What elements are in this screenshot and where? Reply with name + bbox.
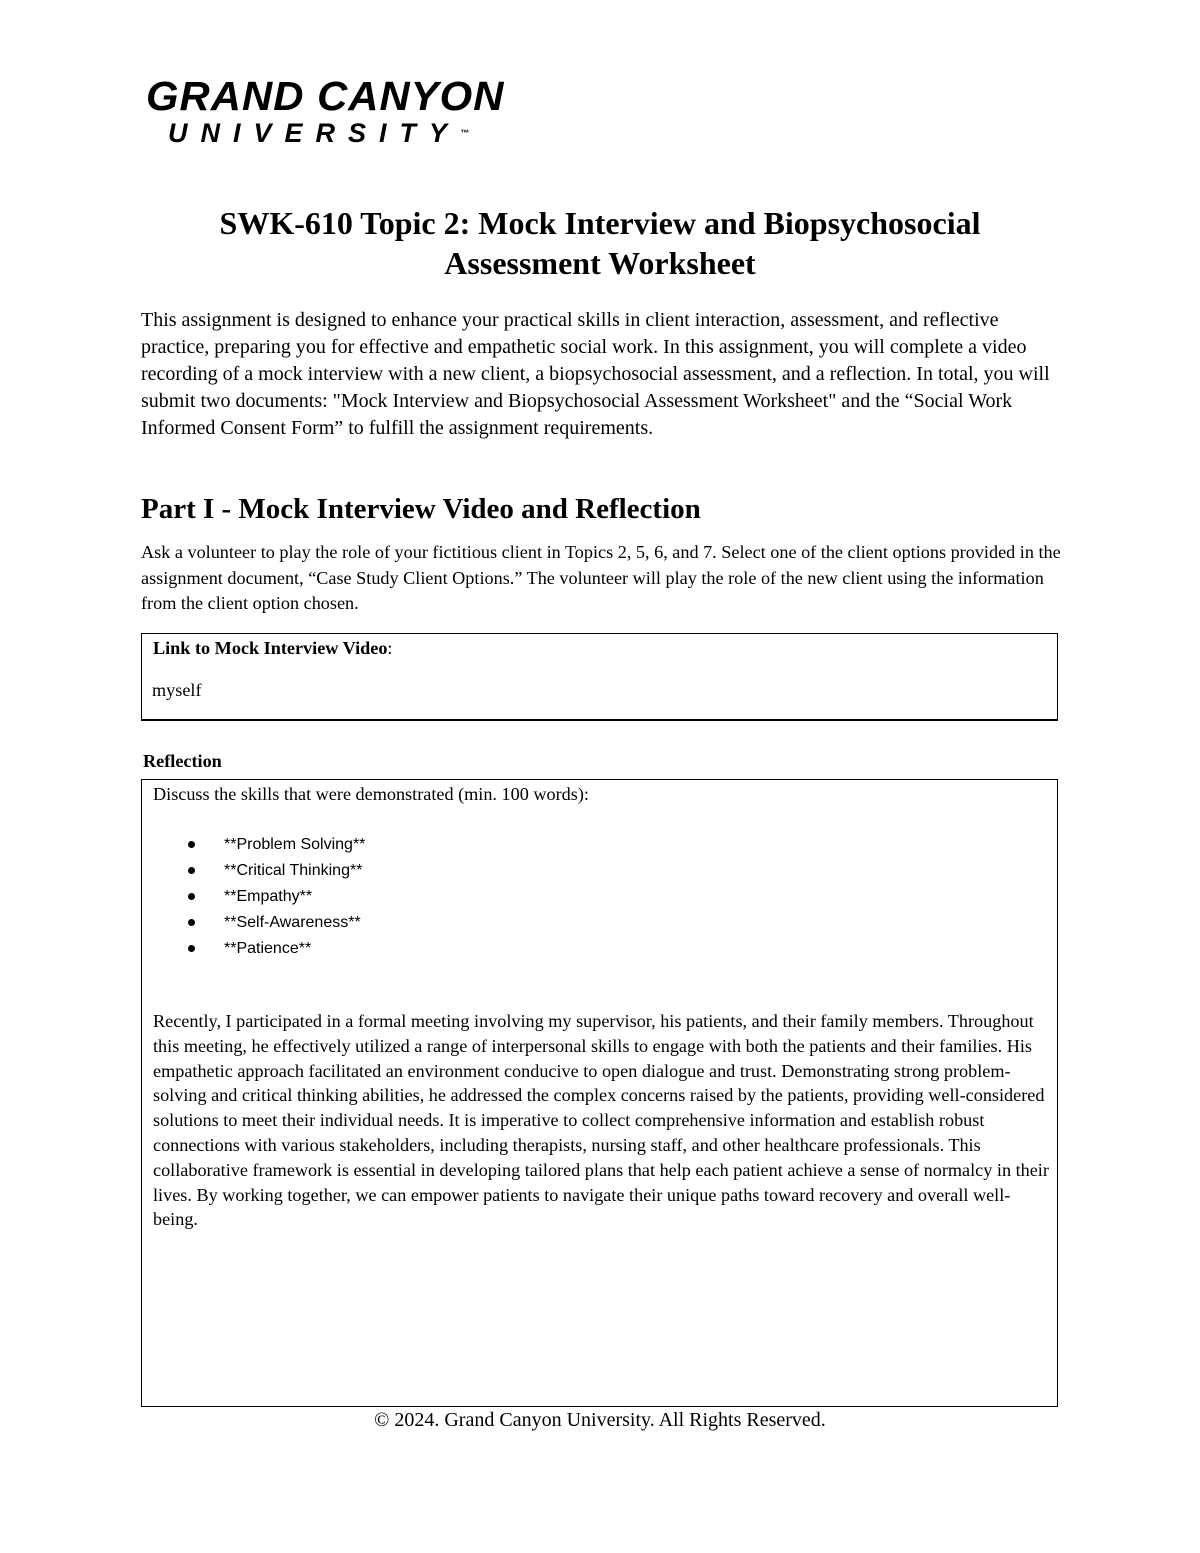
- video-link-label: [153, 638, 392, 659]
- bullet-icon: [188, 893, 195, 900]
- list-item: [182, 832, 365, 858]
- logo-wordmark-line1: GRAND CANYON: [146, 73, 505, 119]
- list-item: [182, 884, 365, 910]
- list-item: [182, 858, 365, 884]
- list-item: [182, 910, 365, 936]
- skill-label: **Critical Thinking**: [224, 862, 363, 879]
- skill-label: **Empathy**: [224, 888, 313, 905]
- intro-paragraph: This assignment is designed to enhance your practical skills in client interaction, assessment, and reflective practice, preparing you for effective and empathetic social work. In this assignment, you will complete a video recording of a mock interview with a new client, a biopsychosocial assessment, and a reflection. In total, you will submit two documents: "Mock Interview and Biopsychosocial Assessment Worksheet" and the “Social Work Informed Consent Form” to fulfill the assignment requirements.: [141, 309, 1050, 439]
- university-logo: [146, 73, 505, 148]
- skill-label: **Patience**: [224, 940, 312, 957]
- skill-label: **Problem Solving**: [224, 836, 366, 853]
- part-1-instructions: Ask a volunteer to play the role of your fictitious client in Topics 2, 5, 6, and 7. Select one of the client options provided in the assignment document, “Case Study Client Options.” The volunteer will play the role of the new client using the information from the client option chosen.: [141, 542, 1061, 613]
- title-line-1: SWK-610 Topic 2: Mock Interview and Biopsychosocial: [219, 205, 981, 241]
- bullet-icon: [188, 841, 195, 848]
- document-title: [100, 203, 1100, 283]
- reflection-heading: Reflection: [143, 751, 222, 771]
- copyright-footer: © 2024. Grand Canyon University. All Rights Reserved.: [374, 1409, 826, 1431]
- bullet-icon: [188, 919, 195, 926]
- part-1-heading: Part I - Mock Interview Video and Reflection: [141, 493, 701, 525]
- logo-wordmark-university: UNIVERSITY: [168, 118, 461, 148]
- video-link-value[interactable]: myself: [152, 680, 202, 700]
- reflection-box: [141, 779, 1058, 1407]
- title-line-2: Assessment Worksheet: [444, 245, 756, 281]
- skills-list: [182, 832, 365, 962]
- list-item: [182, 936, 365, 962]
- reflection-body[interactable]: Recently, I participated in a formal meeting involving my supervisor, his patients, and their family members. Throughout this meeting, he effectively utilized a range of interpersonal skills to engage with both the patients and their families. His empathetic approach facilitated an environment conducive to open dialogue and trust. Demonstrating strong problem-solving and critical thinking abilities, he addressed the complex concerns raised by the patients, providing well-considered solutions to meet their individual needs. It is imperative to collect comprehensive information and establish robust connections with various stakeholders, including therapists, nursing staff, and other healthcare professionals. This collaborative framework is essential in developing tailored plans that help each patient achieve a sense of normalcy in their lives. By working together, we can empower patients to navigate their unique paths toward recovery and overall well-being.: [153, 1011, 1049, 1230]
- trademark-symbol: ™: [460, 128, 470, 138]
- reflection-prompt: Discuss the skills that were demonstrated (min. 100 words):: [153, 784, 589, 804]
- bullet-icon: [188, 945, 195, 952]
- video-link-label-colon: :: [387, 638, 393, 658]
- skill-label: **Self-Awareness**: [224, 914, 361, 931]
- logo-wordmark-line2: [168, 118, 497, 148]
- bullet-icon: [188, 867, 195, 874]
- video-link-box: [141, 633, 1058, 721]
- video-link-label-text: Link to Mock Interview Video: [153, 638, 388, 658]
